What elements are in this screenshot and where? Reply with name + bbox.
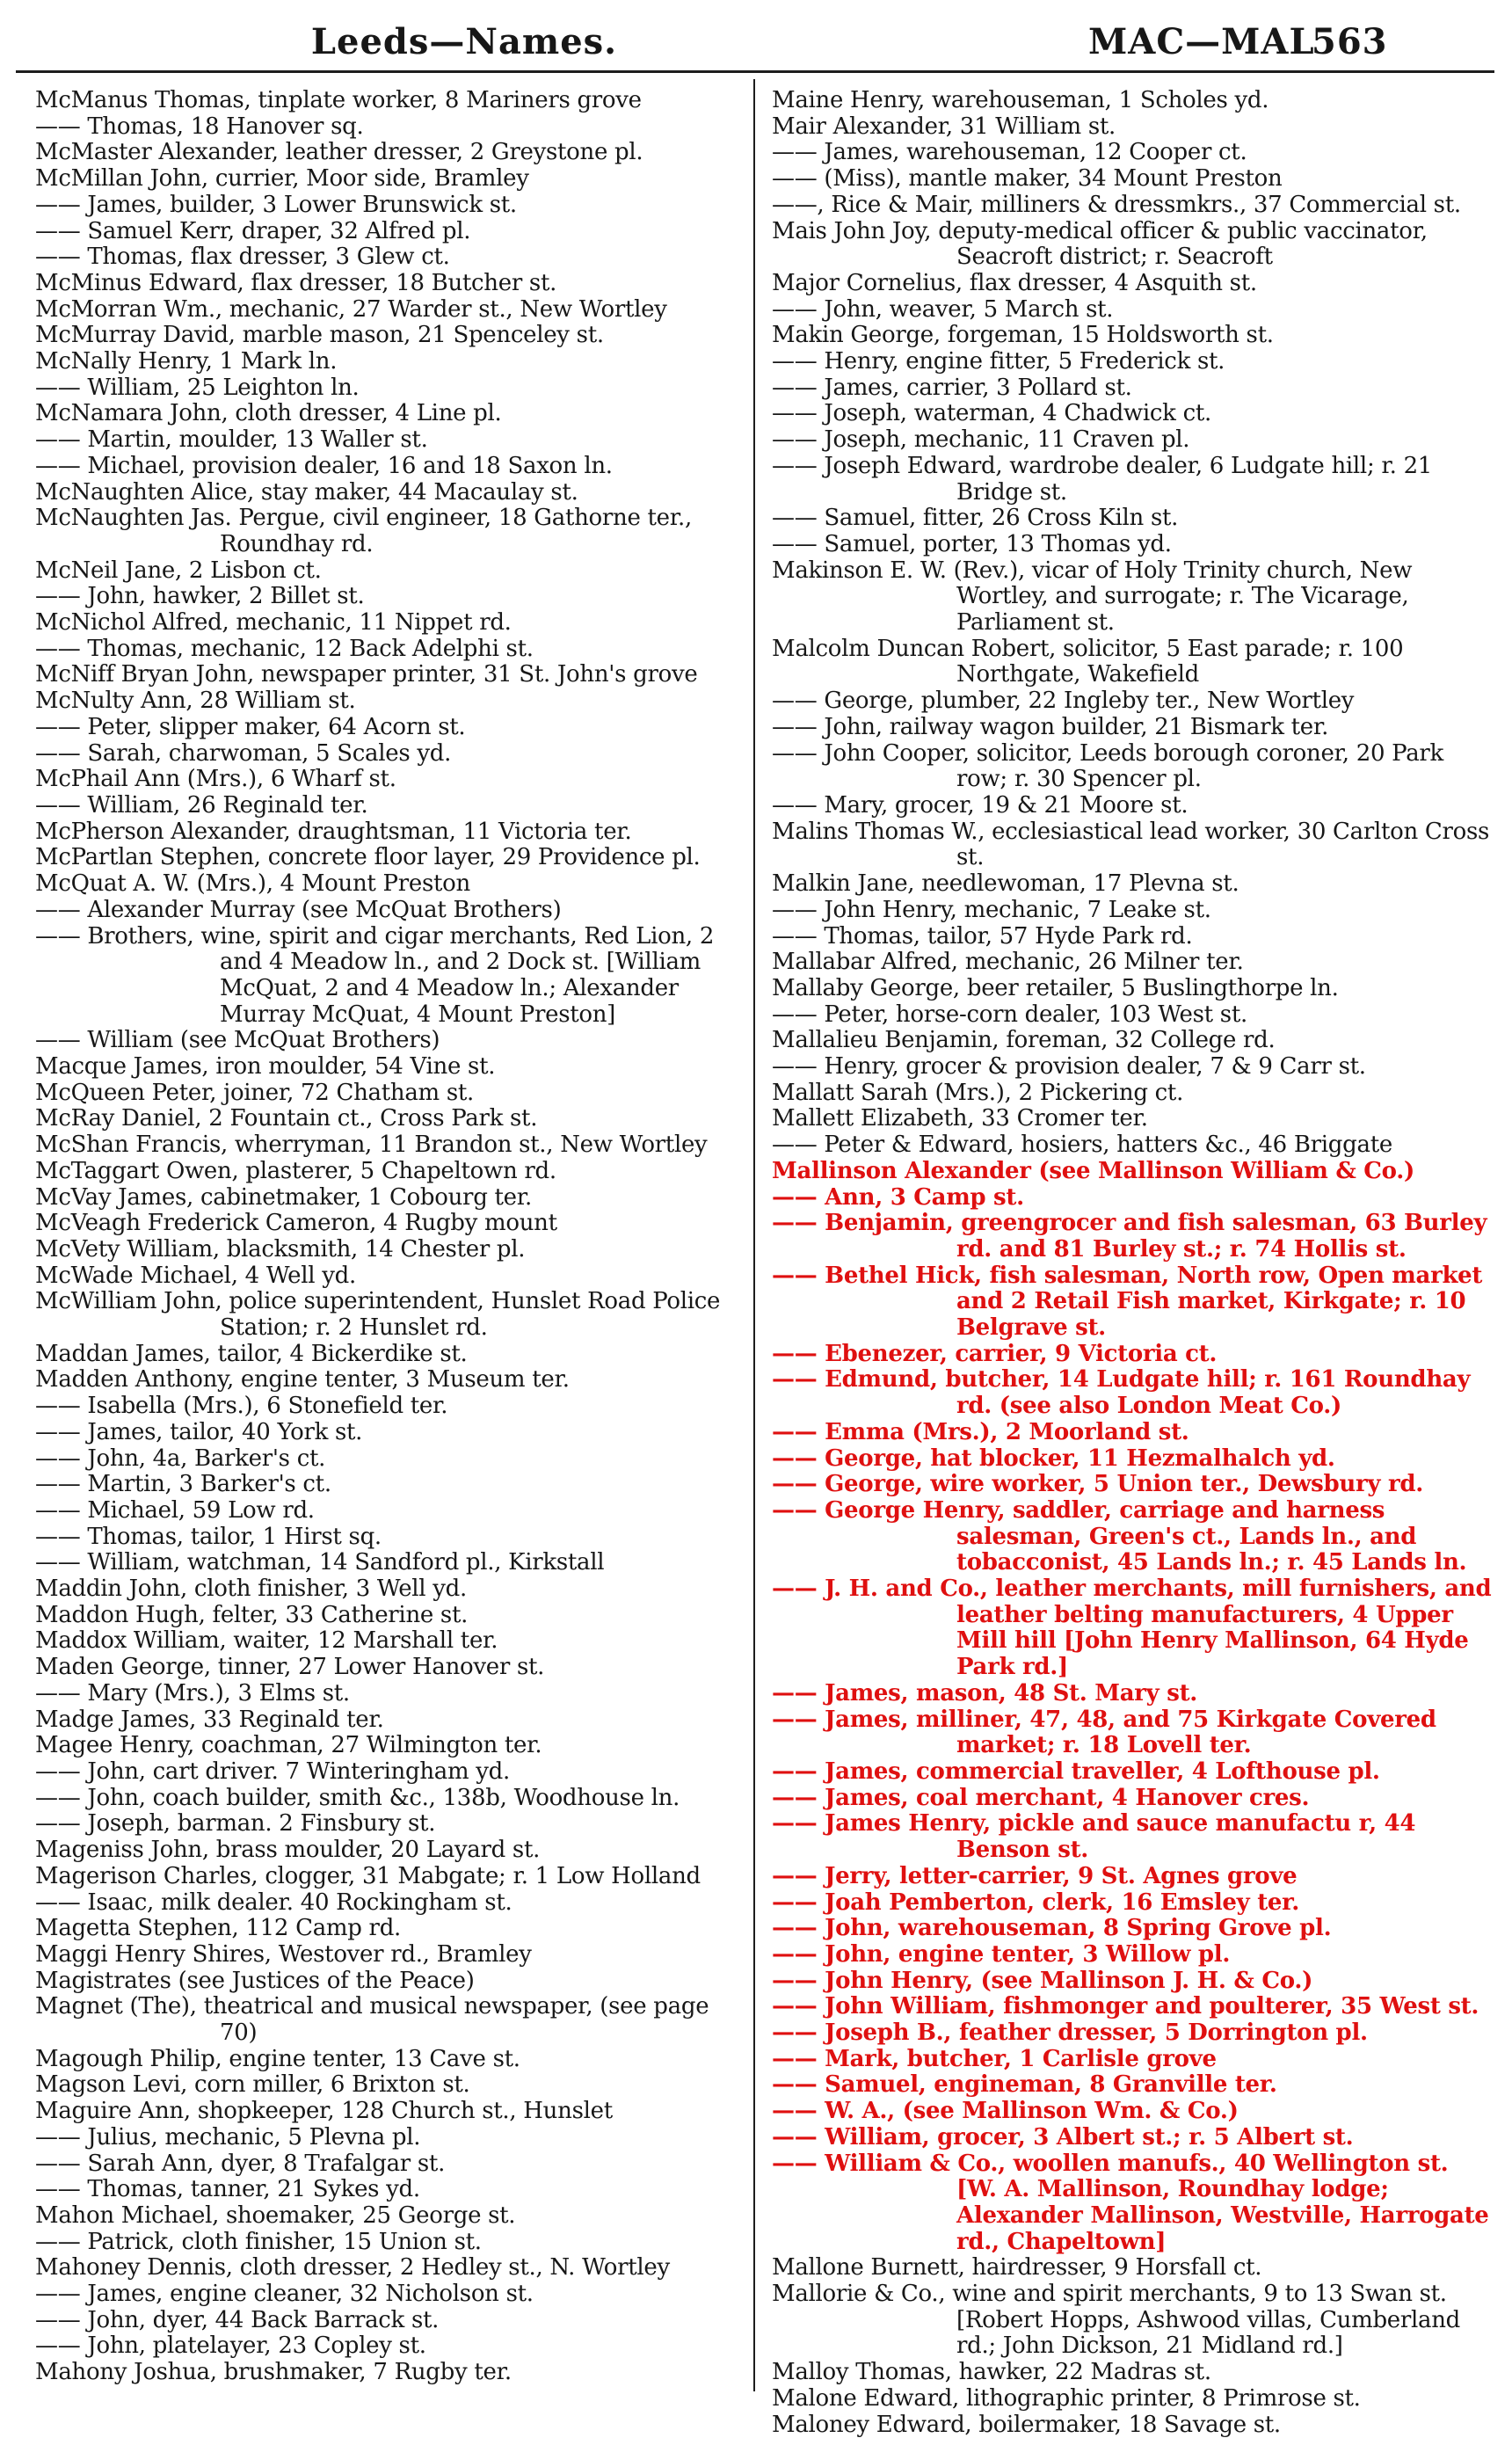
directory-entry: —— J. H. and Co., leather merchants, mill furnishers, and leather belting manufacturers, 4 Upper Mill hill [John Henry Mallinson, 64 Hyde Park rd.]	[772, 1576, 1492, 1681]
directory-entry: —— Ebenezer, carrier, 9 Victoria ct.	[772, 1340, 1218, 1367]
directory-entry: McQuat A. W. (Mrs.), 4 Mount Preston	[35, 870, 470, 898]
directory-entry: Maden George, tinner, 27 Lower Hanover st.	[35, 1654, 545, 1681]
page-number: 563	[1312, 21, 1388, 62]
directory-entry: —— James, mason, 48 St. Mary st.	[772, 1679, 1198, 1707]
directory-entry: Magough Philip, engine tenter, 13 Cave st.	[35, 2045, 520, 2072]
directory-entry: McVeagh Frederick Cameron, 4 Rugby mount	[35, 1210, 557, 1237]
directory-entry: McTaggart Owen, plasterer, 5 Chapeltown rd.	[35, 1157, 556, 1184]
directory-entry: —— Michael, 59 Low rd.	[35, 1496, 315, 1524]
directory-entry: Maloney Edward, boilermaker, 18 Savage st.	[772, 2411, 1281, 2438]
directory-entry: —— James, builder, 3 Lower Brunswick st.	[35, 191, 517, 218]
directory-entry: McNally Henry, 1 Mark ln.	[35, 348, 338, 375]
directory-entry: Magson Levi, corn miller, 6 Brixton st.	[35, 2071, 470, 2099]
directory-entry: —— Samuel Kerr, draper, 32 Alfred pl.	[35, 217, 471, 244]
directory-entry: —— John, warehouseman, 8 Spring Grove pl.	[772, 1915, 1332, 1942]
directory-entry: —— James, tailor, 40 York st.	[35, 1418, 363, 1445]
directory-entry: Maddon Hugh, felter, 33 Catherine st.	[35, 1601, 469, 1628]
directory-entry: Mallabar Alfred, mechanic, 26 Milner ter.	[772, 949, 1244, 976]
directory-entry: —— Isaac, milk dealer. 40 Rockingham st.	[35, 1889, 512, 1916]
directory-entry: Magnet (The), theatrical and musical newspaper, (see page 70)	[35, 1993, 709, 2047]
directory-entry: —— Jerry, letter-carrier, 9 St. Agnes grove	[772, 1862, 1298, 1889]
directory-entry: Mageniss John, brass moulder, 20 Layard st.	[35, 1837, 541, 1864]
directory-entry: —— Sarah, charwoman, 5 Scales yd.	[35, 739, 452, 767]
directory-entry: McNamara John, cloth dresser, 4 Line pl.	[35, 400, 502, 427]
directory-entry: Mallorie & Co., wine and spirit merchants, 9 to 13 Swan st. [Robert Hopps, Ashwood villas, Cumberland rd.; John Dickson, 21 Midland rd.]	[772, 2281, 1461, 2360]
directory-entry: Maguire Ann, shopkeeper, 128 Church st., Hunslet	[35, 2098, 613, 2125]
directory-entry: McWade Michael, 4 Well yd.	[35, 1262, 356, 1289]
directory-entry: Malins Thomas W., ecclesiastical lead worker, 30 Carlton Cross st.	[772, 818, 1490, 871]
directory-entry: —— John Henry, mechanic, 7 Leake st.	[772, 896, 1211, 923]
directory-entry: Magerison Charles, clogger, 31 Mabgate; r. 1 Low Holland	[35, 1862, 701, 1889]
directory-entry: McMurray David, marble mason, 21 Spenceley st.	[35, 322, 604, 349]
directory-entry: —— Thomas, tailor, 1 Hirst sq.	[35, 1523, 382, 1550]
directory-entry: —— William, grocer, 3 Albert st.; r. 5 Albert st.	[772, 2123, 1354, 2151]
directory-entry: —— Thomas, mechanic, 12 Back Adelphi st.	[35, 635, 534, 662]
directory-entry: —— William, watchman, 14 Sandford pl., Kirkstall	[35, 1549, 605, 1576]
directory-entry: —— Sarah Ann, dyer, 8 Trafalgar st.	[35, 2150, 446, 2177]
directory-entry: —— Mary (Mrs.), 3 Elms st.	[35, 1679, 350, 1707]
directory-entry: Mair Alexander, 31 William st.	[772, 113, 1116, 140]
directory-entry: —— Mary, grocer, 19 & 21 Moore st.	[772, 791, 1189, 819]
directory-entry: Maddox William, waiter, 12 Marshall ter.	[35, 1627, 498, 1655]
directory-entry: —— John, coach builder, smith &c., 138b, Woodhouse ln.	[35, 1784, 680, 1811]
directory-entry: —— Emma (Mrs.), 2 Moorland st.	[772, 1418, 1189, 1445]
directory-entry: —— Henry, grocer & provision dealer, 7 & 9 Carr st.	[772, 1053, 1366, 1081]
directory-entry: McManus Thomas, tinplate worker, 8 Mariners grove	[35, 87, 642, 113]
directory-entry: —— Joseph Edward, wardrobe dealer, 6 Ludgate hill; r. 21 Bridge st.	[772, 452, 1433, 506]
directory-entry: —— Thomas, tailor, 57 Hyde Park rd.	[772, 922, 1193, 950]
directory-entry: Magee Henry, coachman, 27 Wilmington ter.	[35, 1732, 542, 1759]
directory-entry: —— John, weaver, 5 March st.	[772, 295, 1114, 323]
directory-entry: —— John, 4a, Barker's ct.	[35, 1445, 326, 1472]
directory-entry: McMorran Wm., mechanic, 27 Warder st., New Wortley	[35, 295, 667, 323]
directory-entry: —— Brothers, wine, spirit and cigar merchants, Red Lion, 2 and 4 Meadow ln., and 2 Dock st. [William McQuat, 2 and 4 Meadow ln.; Alexander Murray McQuat, 4 Mount Preston]	[35, 922, 715, 1028]
directory-column-right	[772, 88, 1493, 2438]
directory-entry: —— John, hawker, 2 Billet st.	[35, 583, 365, 610]
directory-entry: McShan Francis, wherryman, 11 Brandon st., New Wortley	[35, 1132, 708, 1159]
directory-entry: Malloy Thomas, hawker, 22 Madras st.	[772, 2359, 1211, 2386]
directory-entry: —— Joseph, mechanic, 11 Craven pl.	[772, 426, 1190, 454]
directory-entry: —— Thomas, 18 Hanover sq.	[35, 113, 364, 140]
column-divider	[753, 79, 755, 2391]
directory-entry: —— Joah Pemberton, clerk, 16 Emsley ter.	[772, 1889, 1299, 1916]
directory-entry: Mahoney Dennis, cloth dresser, 2 Hedley st., N. Wortley	[35, 2254, 670, 2282]
directory-entry: —— John, dyer, 44 Back Barrack st.	[35, 2306, 440, 2333]
directory-entry: —— Martin, 3 Barker's ct.	[35, 1471, 331, 1498]
directory-entry: McMillan John, currier, Moor side, Bramley	[35, 165, 529, 193]
directory-entry: —— Henry, engine fitter, 5 Frederick st.	[772, 348, 1225, 375]
directory-entry: —— Ann, 3 Camp st.	[772, 1183, 1024, 1211]
directory-entry: —— George, hat blocker, 11 Hezmalhalch yd.	[772, 1445, 1335, 1472]
directory-entry: —— Peter & Edward, hosiers, hatters &c., 46 Briggate	[772, 1132, 1392, 1159]
directory-entry: —— (Miss), mantle maker, 34 Mount Preston	[772, 165, 1283, 193]
directory-entry: Mallaby George, beer retailer, 5 Buslingthorpe ln.	[772, 974, 1339, 1001]
directory-entry: —— James, milliner, 47, 48, and 75 Kirkgate Covered market; r. 18 Lovell ter.	[772, 1706, 1436, 1759]
directory-column-left	[35, 88, 749, 2386]
letter-range: MAC—MAL	[1088, 21, 1315, 62]
directory-entry: —— Edmund, butcher, 14 Ludgate hill; r. 161 Roundhay rd. (see also London Meat Co.)	[772, 1366, 1471, 1420]
directory-entry: McMaster Alexander, leather dresser, 2 Greystone pl.	[35, 139, 643, 166]
directory-entry: —— Samuel, engineman, 8 Granville ter.	[772, 2071, 1277, 2099]
directory-entry: —— Isabella (Mrs.), 6 Stonefield ter.	[35, 1393, 448, 1420]
directory-entry: —— Samuel, fitter, 26 Cross Kiln st.	[772, 505, 1179, 532]
directory-entry: —— John, engine tenter, 3 Willow pl.	[772, 1940, 1231, 1968]
directory-entry: McQueen Peter, joiner, 72 Chatham st.	[35, 1079, 474, 1106]
directory-entry: Malone Edward, lithographic printer, 8 Primrose st.	[772, 2384, 1361, 2412]
directory-entry: —— Peter, slipper maker, 64 Acorn st.	[35, 713, 466, 740]
directory-entry: —— James, engine cleaner, 32 Nicholson st.	[35, 2281, 534, 2308]
directory-entry: —— Peter, horse-corn dealer, 103 West st.	[772, 1001, 1247, 1028]
directory-entry: —— Joseph, waterman, 4 Chadwick ct.	[772, 400, 1211, 427]
directory-entry: —— John Henry, (see Mallinson J. H. & Co.)	[772, 1967, 1313, 1994]
directory-entry: —— George, wire worker, 5 Union ter., Dewsbury rd.	[772, 1471, 1423, 1498]
directory-entry: —— Thomas, flax dresser, 3 Glew ct.	[35, 244, 450, 271]
directory-entry: Maddin John, cloth finisher, 3 Well yd.	[35, 1576, 467, 1603]
directory-entry: —— James, warehouseman, 12 Cooper ct.	[772, 139, 1247, 166]
directory-entry: Maine Henry, warehouseman, 1 Scholes yd.	[772, 87, 1269, 113]
directory-entry: Mallinson Alexander (see Mallinson William & Co.)	[772, 1157, 1414, 1184]
directory-entry: McPherson Alexander, draughtsman, 11 Victoria ter.	[35, 818, 632, 845]
directory-entry: Makin George, forgeman, 15 Holdsworth st.	[772, 322, 1274, 349]
directory-entry: —— John, platelayer, 23 Copley st.	[35, 2332, 426, 2360]
directory-entry: McVay James, cabinetmaker, 1 Cobourg ter.	[35, 1183, 532, 1211]
directory-entry: —— Mark, butcher, 1 Carlisle grove	[772, 2045, 1217, 2072]
directory-entry: Madden Anthony, engine tenter, 3 Museum ter.	[35, 1366, 570, 1394]
directory-entry: —— John, cart driver. 7 Winteringham yd.	[35, 1758, 510, 1785]
directory-entry: Malkin Jane, needlewoman, 17 Plevna st.	[772, 870, 1239, 898]
directory-entry: —— Joseph, barman. 2 Finsbury st.	[35, 1810, 436, 1838]
directory-entry: McVety William, blacksmith, 14 Chester pl.	[35, 1235, 526, 1263]
directory-entry: McNulty Ann, 28 William st.	[35, 688, 356, 715]
directory-entry: Madge James, 33 Reginald ter.	[35, 1706, 384, 1733]
directory-entry: —— Julius, mechanic, 5 Plevna pl.	[35, 2123, 421, 2151]
section-title: Leeds—Names.	[310, 21, 618, 62]
directory-entry: —— William (see McQuat Brothers)	[35, 1027, 440, 1054]
directory-entry: McNichol Alfred, mechanic, 11 Nippet rd.	[35, 609, 512, 637]
directory-entry: ——, Rice & Mair, milliners & dressmkrs., 37 Commercial st.	[772, 191, 1461, 218]
directory-entry: —— James, coal merchant, 4 Hanover cres.	[772, 1784, 1310, 1811]
directory-entry: —— George Henry, saddler, carriage and harness salesman, Green's ct., Lands ln., and tobacconist, 45 Lands ln.; r. 45 Lands ln.	[772, 1496, 1467, 1576]
directory-entry: Maggi Henry Shires, Westover rd., Bramley	[35, 1940, 532, 1968]
directory-entry: —— Michael, provision dealer, 16 and 18 Saxon ln.	[35, 452, 613, 479]
directory-entry: —— W. A., (see Mallinson Wm. & Co.)	[772, 2098, 1239, 2125]
directory-entry: McPartlan Stephen, concrete floor layer, 29 Providence pl.	[35, 844, 701, 871]
directory-entry: —— Samuel, porter, 13 Thomas yd.	[772, 530, 1172, 557]
directory-entry: Mahony Joshua, brushmaker, 7 Rugby ter.	[35, 2359, 512, 2386]
directory-entry: Maddan James, tailor, 4 Bickerdike st.	[35, 1340, 468, 1367]
directory-entry: McNeil Jane, 2 Lisbon ct.	[35, 557, 322, 584]
directory-entry: —— Patrick, cloth finisher, 15 Union st.	[35, 2228, 482, 2255]
directory-entry: McPhail Ann (Mrs.), 6 Wharf st.	[35, 766, 396, 793]
directory-entry: —— William, 25 Leighton ln.	[35, 374, 360, 401]
directory-entry: Malcolm Duncan Robert, solicitor, 5 East parade; r. 100 Northgate, Wakefield	[772, 635, 1404, 688]
directory-entry: —— Bethel Hick, fish salesman, North row, Open market and 2 Retail Fish market, Kirkgate; r. 10 Belgrave st.	[772, 1262, 1483, 1342]
directory-entry: —— Benjamin, greengrocer and fish salesman, 63 Burley rd. and 81 Burley st.; r. 74 Hollis st.	[772, 1210, 1487, 1263]
directory-entry: Mallatt Sarah (Mrs.), 2 Pickering ct.	[772, 1079, 1184, 1106]
directory-entry: McNaughten Alice, stay maker, 44 Macaulay st.	[35, 478, 578, 506]
directory-entry: —— James, carrier, 3 Pollard st.	[772, 374, 1132, 401]
header-rule	[16, 70, 1494, 73]
directory-entry: —— Martin, moulder, 13 Waller st.	[35, 426, 428, 454]
directory-entry: McRay Daniel, 2 Fountain ct., Cross Park st.	[35, 1105, 538, 1132]
directory-entry: McMinus Edward, flax dresser, 18 Butcher st.	[35, 269, 557, 296]
directory-entry: Makinson E. W. (Rev.), vicar of Holy Trinity church, New Wortley, and surrogate; r. The Vicarage, Parliament st.	[772, 557, 1413, 637]
page-header	[0, 21, 1512, 67]
directory-entry: —— James Henry, pickle and sauce manufactu r, 44 Benson st.	[772, 1810, 1416, 1864]
directory-entry: Mais John Joy, deputy-medical officer & public vaccinator, Seacroft district; r. Seacroft	[772, 217, 1428, 271]
directory-entry: McNiff Bryan John, newspaper printer, 31 St. John's grove	[35, 661, 698, 688]
directory-entry: —— John Cooper, solicitor, Leeds borough coroner, 20 Park row; r. 30 Spencer pl.	[772, 739, 1443, 793]
directory-entry: —— Thomas, tanner, 21 Sykes yd.	[35, 2176, 420, 2203]
directory-entry: Mallalieu Benjamin, foreman, 32 College rd.	[772, 1027, 1276, 1054]
directory-entry: Mahon Michael, shoemaker, 25 George st.	[35, 2201, 516, 2229]
directory-entry: —— Alexander Murray (see McQuat Brothers)	[35, 896, 562, 923]
directory-entry: Magetta Stephen, 112 Camp rd.	[35, 1915, 401, 1942]
directory-entry: —— James, commercial traveller, 4 Lofthouse pl.	[772, 1758, 1380, 1785]
directory-entry: —— William & Co., woollen manufs., 40 Wellington st. [W. A. Mallinson, Roundhay lodge; Alexander Mallinson, Westville, Harrogate rd., Chapeltown]	[772, 2150, 1489, 2255]
directory-entry: Macque James, iron moulder, 54 Vine st.	[35, 1053, 496, 1081]
directory-entry: McWilliam John, police superintendent, Hunslet Road Police Station; r. 2 Hunslet rd.	[35, 1288, 721, 1342]
directory-entry: Major Cornelius, flax dresser, 4 Asquith st.	[772, 269, 1257, 296]
directory-entry: McNaughten Jas. Pergue, civil engineer, 18 Gathorne ter., Roundhay rd.	[35, 505, 692, 557]
directory-entry: Mallone Burnett, hairdresser, 9 Horsfall ct.	[772, 2254, 1262, 2282]
directory-entry: Magistrates (see Justices of the Peace)	[35, 1967, 475, 1994]
directory-entry: —— Joseph B., feather dresser, 5 Dorrington pl.	[772, 2020, 1368, 2047]
directory-entry: —— John William, fishmonger and poulterer, 35 West st.	[772, 1993, 1479, 2020]
directory-entry: —— John, railway wagon builder, 21 Bismark ter.	[772, 713, 1329, 740]
directory-entry: —— George, plumber, 22 Ingleby ter., New Wortley	[772, 688, 1355, 715]
directory-entry: Mallett Elizabeth, 33 Cromer ter.	[772, 1105, 1148, 1132]
directory-entry: —— William, 26 Reginald ter.	[35, 791, 368, 819]
